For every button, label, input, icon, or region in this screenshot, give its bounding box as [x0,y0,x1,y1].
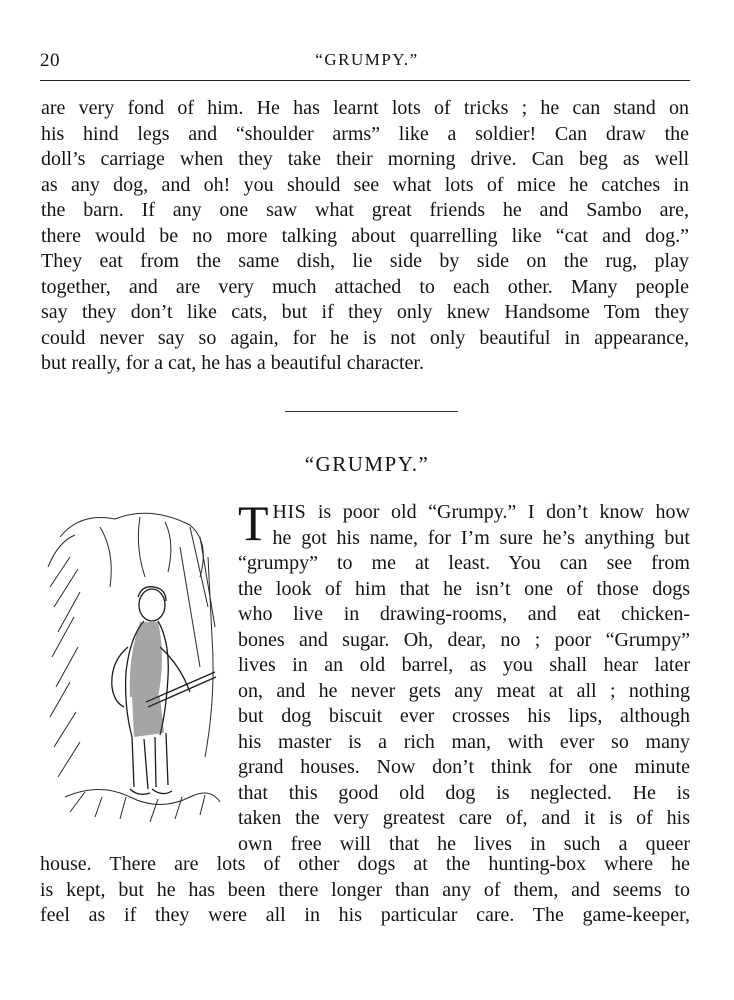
text-line: but dog biscuit ever crosses his lips, although [238,705,690,727]
text-line: is kept, but he has been there longer than any of them, and seems to [40,878,690,901]
text-line: the barn. If any one saw what great friends he and Sambo are, [41,199,689,221]
text-line: lives in an old barrel, as you shall hear later [238,654,690,676]
opening-line-rest: is poor old “Grumpy.” I don’t know how [306,501,690,523]
second-section-text [238,495,690,857]
text-line: own free will that he lives in such a queer [238,832,690,855]
running-title: “GRUMPY.” [315,50,419,69]
text-line: together, and are very much attached to each other. Many people [41,275,689,298]
third-section-text [40,852,690,929]
opening-word: HIS [272,501,307,523]
text-line: house. There are lots of other dogs at the hunting-box where he [40,853,690,875]
text-line: his hind legs and “shoulder arms” like a soldier! Can draw the [41,122,689,145]
text-line: bones and sugar. Oh, dear, no ; poor “Grumpy” [238,628,690,651]
text-line: doll’s carriage when they take their morning drive. Can beg as well [41,148,689,170]
drop-cap: T [238,495,269,551]
text-line: “grumpy” to me at least. You can see from [238,552,690,574]
engraving-illustration [40,497,228,832]
header-rule [40,80,690,81]
chapter-title: “GRUMPY.” [304,452,430,476]
text-line: who live in drawing-rooms, and eat chicken- [238,603,690,625]
text-line: could never say so again, for he is not only beautiful in appearance, [41,326,689,349]
first-section-text [41,96,689,377]
text-line: he got his name, for I’m sure he’s anything but [272,526,690,549]
text-line: but really, for a cat, he has a beautiful character. [41,352,424,374]
text-line: say they don’t like cats, but if they only knew Handsome Tom they [41,301,689,323]
text-line: his master is a rich man, with ever so many [238,730,690,753]
text-line: are very fond of him. He has learnt lots of tricks ; he can stand on [41,97,689,119]
text-line: grand houses. Now don’t think for one minute [238,756,690,778]
page-number: 20 [40,50,60,71]
text-line: They eat from the same dish, lie side by side on the rug, play [41,250,689,272]
hunter-engraving-icon [40,497,228,832]
text-line: that this good old dog is neglected. He is [238,781,690,804]
text-line: as any dog, and oh! you should see what lots of mice he catches in [41,173,689,196]
text-line: on, and he never gets any meat at all ; nothing [238,679,690,702]
section-separator-rule [285,411,458,412]
text-line: feel as if they were all in his particular care. The game-keeper, [40,904,690,926]
text-line: there would be no more talking about quarrelling like “cat and dog.” [41,224,689,247]
text-line: taken the very greatest care of, and it is of his [238,807,690,829]
text-line: the look of him that he isn’t one of those dogs [238,577,690,600]
